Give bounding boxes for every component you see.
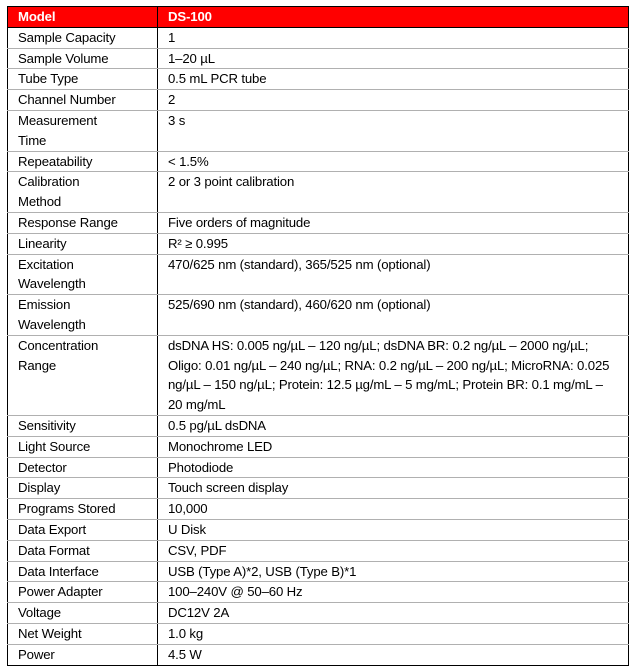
spec-value: Touch screen display — [158, 478, 629, 499]
spec-table-container — [7, 6, 629, 666]
spec-value: 100–240V @ 50–60 Hz — [158, 582, 629, 603]
spec-value: Photodiode — [158, 457, 629, 478]
spec-label: Power — [8, 644, 158, 665]
spec-value: dsDNA HS: 0.005 ng/µL – 120 ng/µL; dsDNA BR: 0.2 ng/µL – 2000 ng/µL; Oligo: 0.01 ng/µL – 240 ng/µL; RNA: 0.2 ng/µL – 200 ng/µL; MicroRNA: 0.025 ng/µL – 150 ng/µL; Protein: 12.5 µg/mL – 5 mg/mL; Protein BR: 0.1 mg/mL – 20 mg/mL — [158, 335, 629, 415]
header-label: Model — [8, 7, 158, 28]
spec-label: Emission Wavelength — [8, 295, 158, 336]
spec-value: Five orders of magnitude — [158, 212, 629, 233]
spec-value: 470/625 nm (standard), 365/525 nm (optional) — [158, 254, 629, 295]
table-row — [8, 233, 629, 254]
spec-label: Sensitivity — [8, 415, 158, 436]
table-row — [8, 540, 629, 561]
table-row — [8, 478, 629, 499]
table-row — [8, 295, 629, 336]
spec-label: Power Adapter — [8, 582, 158, 603]
spec-value: < 1.5% — [158, 151, 629, 172]
spec-label: Calibration Method — [8, 172, 158, 213]
spec-value: 1–20 µL — [158, 48, 629, 69]
spec-label: Data Format — [8, 540, 158, 561]
table-row — [8, 69, 629, 90]
table-row — [8, 48, 629, 69]
table-header-row — [8, 7, 629, 28]
spec-label: Net Weight — [8, 623, 158, 644]
table-row — [8, 561, 629, 582]
spec-label: Voltage — [8, 603, 158, 624]
spec-value: USB (Type A)*2, USB (Type B)*1 — [158, 561, 629, 582]
table-row — [8, 27, 629, 48]
table-row — [8, 90, 629, 111]
table-row — [8, 603, 629, 624]
spec-label: Light Source — [8, 436, 158, 457]
table-row — [8, 623, 629, 644]
header-value: DS-100 — [158, 7, 629, 28]
spec-label: Sample Capacity — [8, 27, 158, 48]
table-row — [8, 110, 629, 151]
table-row — [8, 499, 629, 520]
spec-value: CSV, PDF — [158, 540, 629, 561]
spec-value: R² ≥ 0.995 — [158, 233, 629, 254]
table-row — [8, 254, 629, 295]
table-row — [8, 212, 629, 233]
spec-value: 0.5 pg/µL dsDNA — [158, 415, 629, 436]
spec-label: Excitation Wavelength — [8, 254, 158, 295]
spec-value: DC12V 2A — [158, 603, 629, 624]
spec-value: 1.0 kg — [158, 623, 629, 644]
spec-label: Response Range — [8, 212, 158, 233]
spec-label: Detector — [8, 457, 158, 478]
table-row — [8, 335, 629, 415]
spec-label: Data Export — [8, 519, 158, 540]
table-row — [8, 415, 629, 436]
spec-value: 1 — [158, 27, 629, 48]
spec-value: 525/690 nm (standard), 460/620 nm (optional) — [158, 295, 629, 336]
spec-label: Programs Stored — [8, 499, 158, 520]
spec-value: U Disk — [158, 519, 629, 540]
spec-value: 2 or 3 point calibration — [158, 172, 629, 213]
table-row — [8, 644, 629, 665]
spec-label: Concentration Range — [8, 335, 158, 415]
spec-value: 0.5 mL PCR tube — [158, 69, 629, 90]
spec-value: Monochrome LED — [158, 436, 629, 457]
table-row — [8, 582, 629, 603]
spec-value: 2 — [158, 90, 629, 111]
spec-value: 4.5 W — [158, 644, 629, 665]
spec-label: Repeatability — [8, 151, 158, 172]
spec-label: Measurement Time — [8, 110, 158, 151]
spec-value: 10,000 — [158, 499, 629, 520]
spec-label: Linearity — [8, 233, 158, 254]
spec-value: 3 s — [158, 110, 629, 151]
spec-table — [7, 6, 629, 666]
spec-label: Data Interface — [8, 561, 158, 582]
table-row — [8, 457, 629, 478]
spec-label: Display — [8, 478, 158, 499]
spec-label: Channel Number — [8, 90, 158, 111]
spec-label: Sample Volume — [8, 48, 158, 69]
table-row — [8, 151, 629, 172]
spec-label: Tube Type — [8, 69, 158, 90]
table-row — [8, 519, 629, 540]
table-row — [8, 436, 629, 457]
table-row — [8, 172, 629, 213]
